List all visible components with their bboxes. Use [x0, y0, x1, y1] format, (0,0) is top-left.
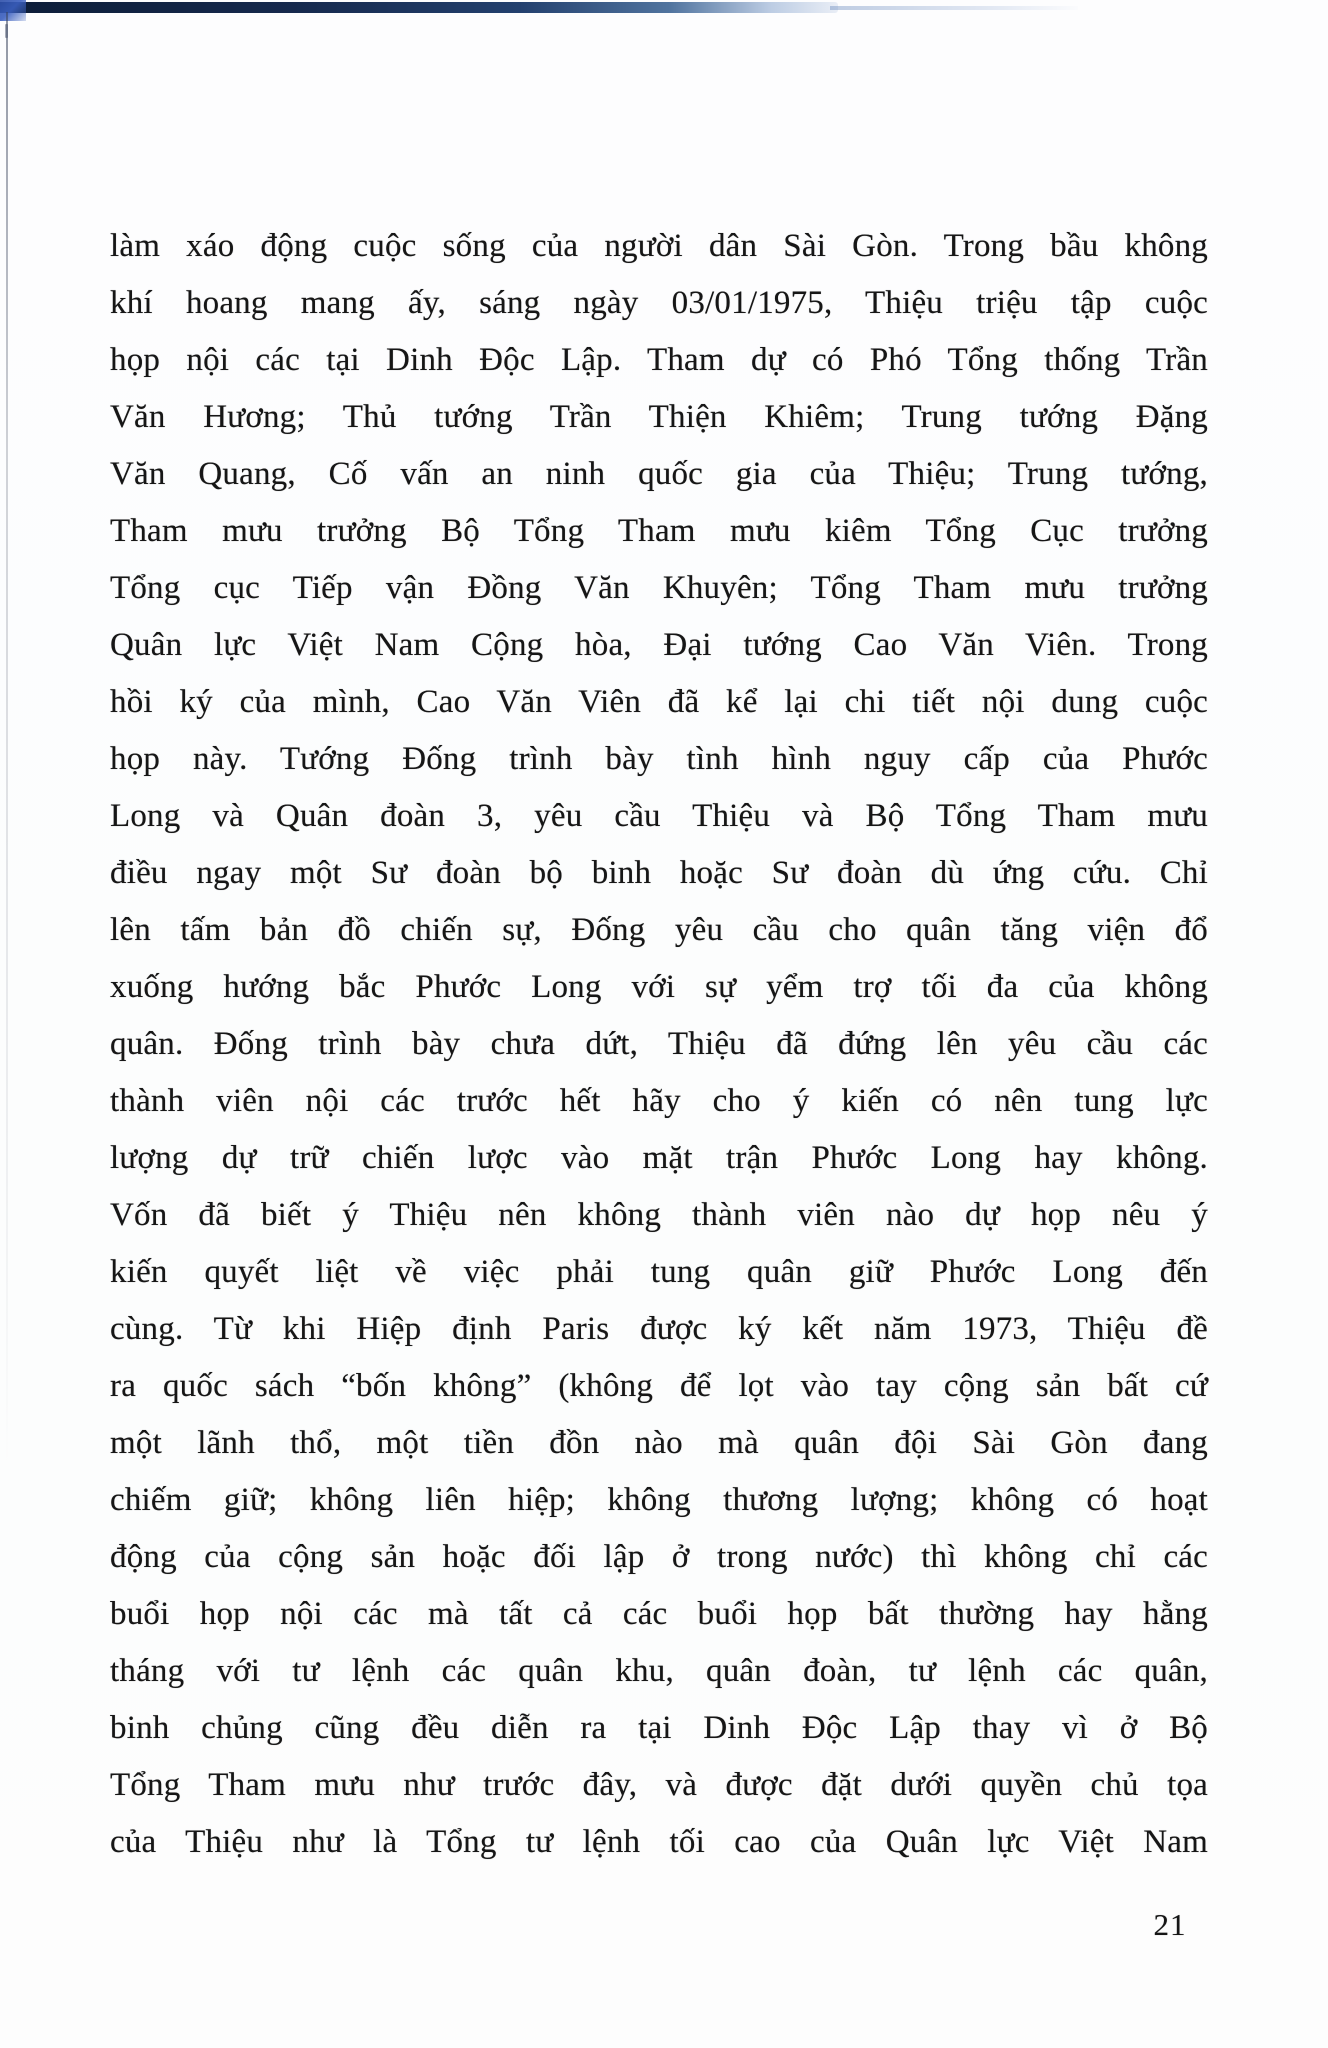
text-line: điều ngay một Sư đoàn bộ binh hoặc Sư đoàn dù ứng cứu. Chỉ: [110, 855, 1208, 891]
page-number: 21: [1153, 1907, 1187, 1942]
text-line: Quân lực Việt Nam Cộng hòa, Đại tướng Cao Văn Viên. Trong: [110, 627, 1208, 663]
text-line: cùng. Từ khi Hiệp định Paris được ký kết năm 1973, Thiệu đề: [110, 1311, 1208, 1347]
text-line: họp này. Tướng Đống trình bày tình hình nguy cấp của Phước: [110, 741, 1208, 777]
scan-top-bar-artifact: [0, 2, 838, 13]
text-line: hồi ký của mình, Cao Văn Viên đã kể lại chi tiết nội dung cuộc: [110, 684, 1208, 720]
text-line: lượng dự trữ chiến lược vào mặt trận Phước Long hay không.: [110, 1140, 1208, 1176]
text-line: Văn Hương; Thủ tướng Trần Thiện Khiêm; Trung tướng Đặng: [110, 399, 1208, 435]
text-line: Tham mưu trưởng Bộ Tổng Tham mưu kiêm Tổng Cục trưởng: [110, 513, 1208, 549]
text-line: xuống hướng bắc Phước Long với sự yểm trợ tối đa của không: [110, 969, 1208, 1005]
text-line: động của cộng sản hoặc đối lập ở trong nước) thì không chỉ các: [110, 1539, 1208, 1575]
text-line: quân. Đống trình bày chưa dứt, Thiệu đã đứng lên yêu cầu các: [110, 1026, 1208, 1062]
text-line: lên tấm bản đồ chiến sự, Đống yêu cầu cho quân tăng viện đổ: [110, 912, 1208, 948]
scan-top-bar-tail-artifact: [830, 6, 1078, 10]
text-line: của Thiệu như là Tổng tư lệnh tối cao của Quân lực Việt Nam: [110, 1824, 1208, 1860]
scan-left-edge-line-artifact: [6, 12, 8, 1467]
text-line: làm xáo động cuộc sống của người dân Sài Gòn. Trong bầu không: [110, 228, 1208, 264]
text-line: chiếm giữ; không liên hiệp; không thương lượng; không có hoạt: [110, 1482, 1208, 1518]
text-line: tháng với tư lệnh các quân khu, quân đoàn, tư lệnh các quân,: [110, 1653, 1208, 1689]
text-line: kiến quyết liệt về việc phải tung quân giữ Phước Long đến: [110, 1254, 1208, 1290]
text-line: một lãnh thổ, một tiền đồn nào mà quân đội Sài Gòn đang: [110, 1425, 1208, 1461]
text-line: buổi họp nội các mà tất cả các buổi họp bất thường hay hằng: [110, 1596, 1208, 1632]
page-text-block: [110, 218, 1208, 1871]
text-line: Tổng cục Tiếp vận Đồng Văn Khuyên; Tổng Tham mưu trưởng: [110, 570, 1208, 606]
text-line: binh chủng cũng đều diễn ra tại Dinh Độc Lập thay vì ở Bộ: [110, 1710, 1208, 1746]
text-line: ra quốc sách “bốn không” (không để lọt vào tay cộng sản bất cứ: [110, 1368, 1208, 1404]
text-line: Văn Quang, Cố vấn an ninh quốc gia của Thiệu; Trung tướng,: [110, 456, 1208, 492]
scan-left-tick-artifact: [5, 24, 8, 38]
text-line: thành viên nội các trước hết hãy cho ý kiến có nên tung lực: [110, 1083, 1208, 1119]
text-line: Long và Quân đoàn 3, yêu cầu Thiệu và Bộ Tổng Tham mưu: [110, 798, 1208, 834]
text-line: Vốn đã biết ý Thiệu nên không thành viên nào dự họp nêu ý: [110, 1197, 1208, 1233]
scan-corner-mark-artifact: [0, 0, 26, 21]
text-line: Tổng Tham mưu như trước đây, và được đặt dưới quyền chủ tọa: [110, 1767, 1208, 1803]
text-line: họp nội các tại Dinh Độc Lập. Tham dự có Phó Tổng thống Trần: [110, 342, 1208, 378]
text-line: khí hoang mang ấy, sáng ngày 03/01/1975, Thiệu triệu tập cuộc: [110, 285, 1208, 321]
